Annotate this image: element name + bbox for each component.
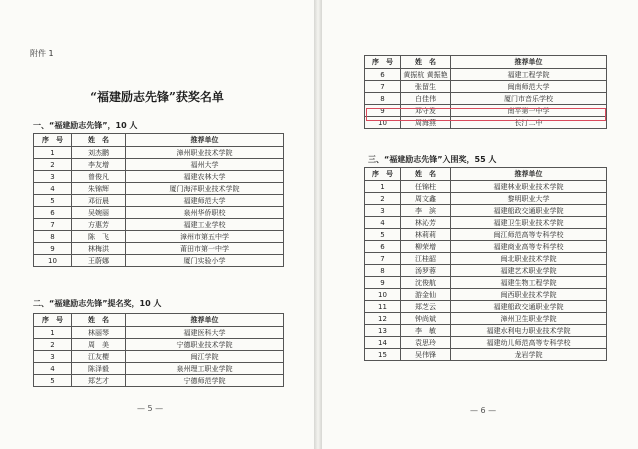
cell-unit: 厦门海洋职业技术学院 <box>126 183 284 195</box>
attachment-label: 附件 1 <box>30 49 54 58</box>
table-row <box>34 195 284 207</box>
cell-unit: 福建农林大学 <box>126 171 284 183</box>
cell-name: 邓衍晨 <box>72 195 126 207</box>
cell-no: 7 <box>365 253 401 265</box>
table-row <box>365 93 607 105</box>
cell-no: 6 <box>34 207 72 219</box>
award-table-3 <box>364 167 607 361</box>
section-1-heading: 一、“福建励志先锋”，10 人 <box>33 121 138 130</box>
table-row <box>365 301 607 313</box>
cell-name: 林丽琴 <box>72 327 126 339</box>
table-header-row <box>365 168 607 181</box>
cell-name: 周文鑫 <box>401 193 451 205</box>
cell-no: 6 <box>365 241 401 253</box>
header-name: 姓 名 <box>72 134 126 147</box>
cell-name: 李 敏 <box>401 325 451 337</box>
section-3-heading: 三、“福建励志先锋”入围奖，55 人 <box>368 155 497 164</box>
cell-name: 王蔚娜 <box>72 255 126 267</box>
cell-unit: 闽江学院 <box>126 351 284 363</box>
table-header-row <box>34 314 284 327</box>
header-name: 姓 名 <box>401 168 451 181</box>
page-number-right: — 6 — <box>470 406 497 415</box>
table-row <box>34 351 284 363</box>
cell-no: 8 <box>365 265 401 277</box>
cell-name: 周 美 <box>72 339 126 351</box>
table-row <box>365 289 607 301</box>
page-number-left: — 5 — <box>137 404 164 413</box>
header-name: 姓 名 <box>72 314 126 327</box>
cell-unit: 福建船政交通职业学院 <box>451 301 607 313</box>
cell-no: 5 <box>365 229 401 241</box>
table-row <box>34 147 284 159</box>
cell-name: 任锦柱 <box>401 181 451 193</box>
cell-name: 张留生 <box>401 81 451 93</box>
cell-name: 白佳伟 <box>401 93 451 105</box>
cell-unit: 福建卫生职业技术学院 <box>451 217 607 229</box>
header-no: 序 号 <box>34 134 72 147</box>
header-unit: 推荐单位 <box>451 168 607 181</box>
cell-unit: 漳州市第五中学 <box>126 231 284 243</box>
table-row <box>34 207 284 219</box>
cell-no: 9 <box>34 243 72 255</box>
cell-no: 2 <box>34 159 72 171</box>
table-row <box>34 363 284 375</box>
table-row <box>365 253 607 265</box>
cell-name: 汤罗蓉 <box>401 265 451 277</box>
table-row <box>365 81 607 93</box>
cell-no: 15 <box>365 349 401 361</box>
cell-no: 4 <box>365 217 401 229</box>
header-unit: 推荐单位 <box>126 134 284 147</box>
cell-no: 7 <box>365 81 401 93</box>
cell-unit: 福建林业职业技术学院 <box>451 181 607 193</box>
cell-name: 黄振杭 黄振艳 <box>401 69 451 81</box>
cell-no: 6 <box>365 69 401 81</box>
cell-no: 9 <box>365 105 401 117</box>
table-row <box>365 69 607 81</box>
table-row <box>365 313 607 325</box>
cell-no: 5 <box>34 375 72 387</box>
cell-unit: 长汀二中 <box>451 117 607 129</box>
cell-no: 5 <box>34 195 72 207</box>
table-row <box>365 241 607 253</box>
cell-no: 10 <box>34 255 72 267</box>
cell-no: 3 <box>34 171 72 183</box>
table-row <box>34 327 284 339</box>
cell-unit: 泉州理工职业学院 <box>126 363 284 375</box>
cell-no: 8 <box>34 231 72 243</box>
cell-unit: 闽北职业技术学院 <box>451 253 607 265</box>
cell-no: 4 <box>34 363 72 375</box>
header-no: 序 号 <box>34 314 72 327</box>
cell-unit: 福建师范大学 <box>126 195 284 207</box>
cell-unit: 福建工业学校 <box>126 219 284 231</box>
cell-name: 李友增 <box>72 159 126 171</box>
table-row <box>34 339 284 351</box>
header-unit: 推荐单位 <box>126 314 284 327</box>
cell-name: 陈 飞 <box>72 231 126 243</box>
cell-name: 曾俊凡 <box>72 171 126 183</box>
cell-no: 8 <box>365 93 401 105</box>
cell-name: 袁思玲 <box>401 337 451 349</box>
cell-name: 游金仙 <box>401 289 451 301</box>
cell-no: 1 <box>365 181 401 193</box>
table-header-row <box>34 134 284 147</box>
cell-name: 刘杰鹏 <box>72 147 126 159</box>
cell-unit: 厦门市音乐学校 <box>451 93 607 105</box>
cell-name: 林沁芳 <box>401 217 451 229</box>
cell-name: 李 滨 <box>401 205 451 217</box>
table-row <box>365 205 607 217</box>
table-row <box>34 243 284 255</box>
section-2-heading: 二、“福建励志先锋”提名奖，10 人 <box>33 299 162 308</box>
cell-no: 13 <box>365 325 401 337</box>
cell-name: 郑芝云 <box>401 301 451 313</box>
cell-no: 3 <box>365 205 401 217</box>
table-row <box>365 349 607 361</box>
table-row <box>34 231 284 243</box>
table-row <box>34 159 284 171</box>
book-gutter <box>314 0 322 449</box>
cell-unit: 福建医科大学 <box>126 327 284 339</box>
cell-unit: 南平第一中学 <box>451 105 607 117</box>
header-name: 姓 名 <box>401 56 451 69</box>
award-table-1 <box>33 133 284 267</box>
table-row <box>34 171 284 183</box>
cell-name: 陈泽毅 <box>72 363 126 375</box>
cell-no: 7 <box>34 219 72 231</box>
cell-no: 10 <box>365 117 401 129</box>
cell-no: 10 <box>365 289 401 301</box>
cell-unit: 福建工程学院 <box>451 69 607 81</box>
left-page <box>0 0 314 449</box>
highlight-box <box>366 108 606 121</box>
cell-name: 周海燕 <box>401 117 451 129</box>
table-row <box>34 183 284 195</box>
cell-unit: 龙岩学院 <box>451 349 607 361</box>
cell-unit: 漳州职业技术学院 <box>126 147 284 159</box>
cell-no: 2 <box>34 339 72 351</box>
cell-unit: 福建商业高等专科学校 <box>451 241 607 253</box>
table-row <box>34 219 284 231</box>
header-no: 序 号 <box>365 168 401 181</box>
cell-unit: 闽西职业技术学院 <box>451 289 607 301</box>
cell-unit: 莆田市第一中学 <box>126 243 284 255</box>
cell-name: 江桂韶 <box>401 253 451 265</box>
table-header-row <box>365 56 607 69</box>
table-row <box>365 217 607 229</box>
document-title: “福建励志先锋”获奖名单 <box>90 90 224 104</box>
cell-unit: 福州大学 <box>126 159 284 171</box>
table-row <box>365 277 607 289</box>
cell-unit: 宁德师范学院 <box>126 375 284 387</box>
cell-name: 方惠芳 <box>72 219 126 231</box>
table-row <box>365 193 607 205</box>
table-row <box>365 181 607 193</box>
cell-unit: 福建幼儿师范高等专科学校 <box>451 337 607 349</box>
table-row <box>365 325 607 337</box>
table-row <box>365 265 607 277</box>
cell-unit: 福建艺术职业学院 <box>451 265 607 277</box>
cell-no: 9 <box>365 277 401 289</box>
cell-unit: 闽江师范高等专科学校 <box>451 229 607 241</box>
header-no: 序 号 <box>365 56 401 69</box>
cell-no: 14 <box>365 337 401 349</box>
cell-unit: 黎明职业大学 <box>451 193 607 205</box>
table-row <box>365 337 607 349</box>
cell-unit: 闽南师范大学 <box>451 81 607 93</box>
cell-name: 江友樱 <box>72 351 126 363</box>
cell-name: 吴伟锋 <box>401 349 451 361</box>
cell-name: 沈俊航 <box>401 277 451 289</box>
cell-unit: 福建生物工程学院 <box>451 277 607 289</box>
cell-no: 3 <box>34 351 72 363</box>
cell-unit: 宁德职业技术学院 <box>126 339 284 351</box>
cell-no: 4 <box>34 183 72 195</box>
cell-name: 吴婉丽 <box>72 207 126 219</box>
cell-unit: 福建船政交通职业学院 <box>451 205 607 217</box>
right-page <box>322 0 638 449</box>
cell-name: 林梅洪 <box>72 243 126 255</box>
table-row <box>34 375 284 387</box>
cell-name: 钟尚斌 <box>401 313 451 325</box>
cell-no: 12 <box>365 313 401 325</box>
cell-unit: 泉州华侨职校 <box>126 207 284 219</box>
cell-no: 2 <box>365 193 401 205</box>
cell-unit: 厦门实验小学 <box>126 255 284 267</box>
cell-unit: 福建水利电力职业技术学院 <box>451 325 607 337</box>
cell-name: 林莉莉 <box>401 229 451 241</box>
cell-no: 1 <box>34 327 72 339</box>
cell-name: 邓守发 <box>401 105 451 117</box>
cell-no: 1 <box>34 147 72 159</box>
cell-unit: 漳州卫生职业学院 <box>451 313 607 325</box>
table-row <box>365 229 607 241</box>
cell-name: 郑艺才 <box>72 375 126 387</box>
cell-no: 11 <box>365 301 401 313</box>
cell-name: 朱锦辉 <box>72 183 126 195</box>
header-unit: 推荐单位 <box>451 56 607 69</box>
cell-name: 柳荣增 <box>401 241 451 253</box>
table-row <box>34 255 284 267</box>
award-table-2 <box>33 313 284 387</box>
